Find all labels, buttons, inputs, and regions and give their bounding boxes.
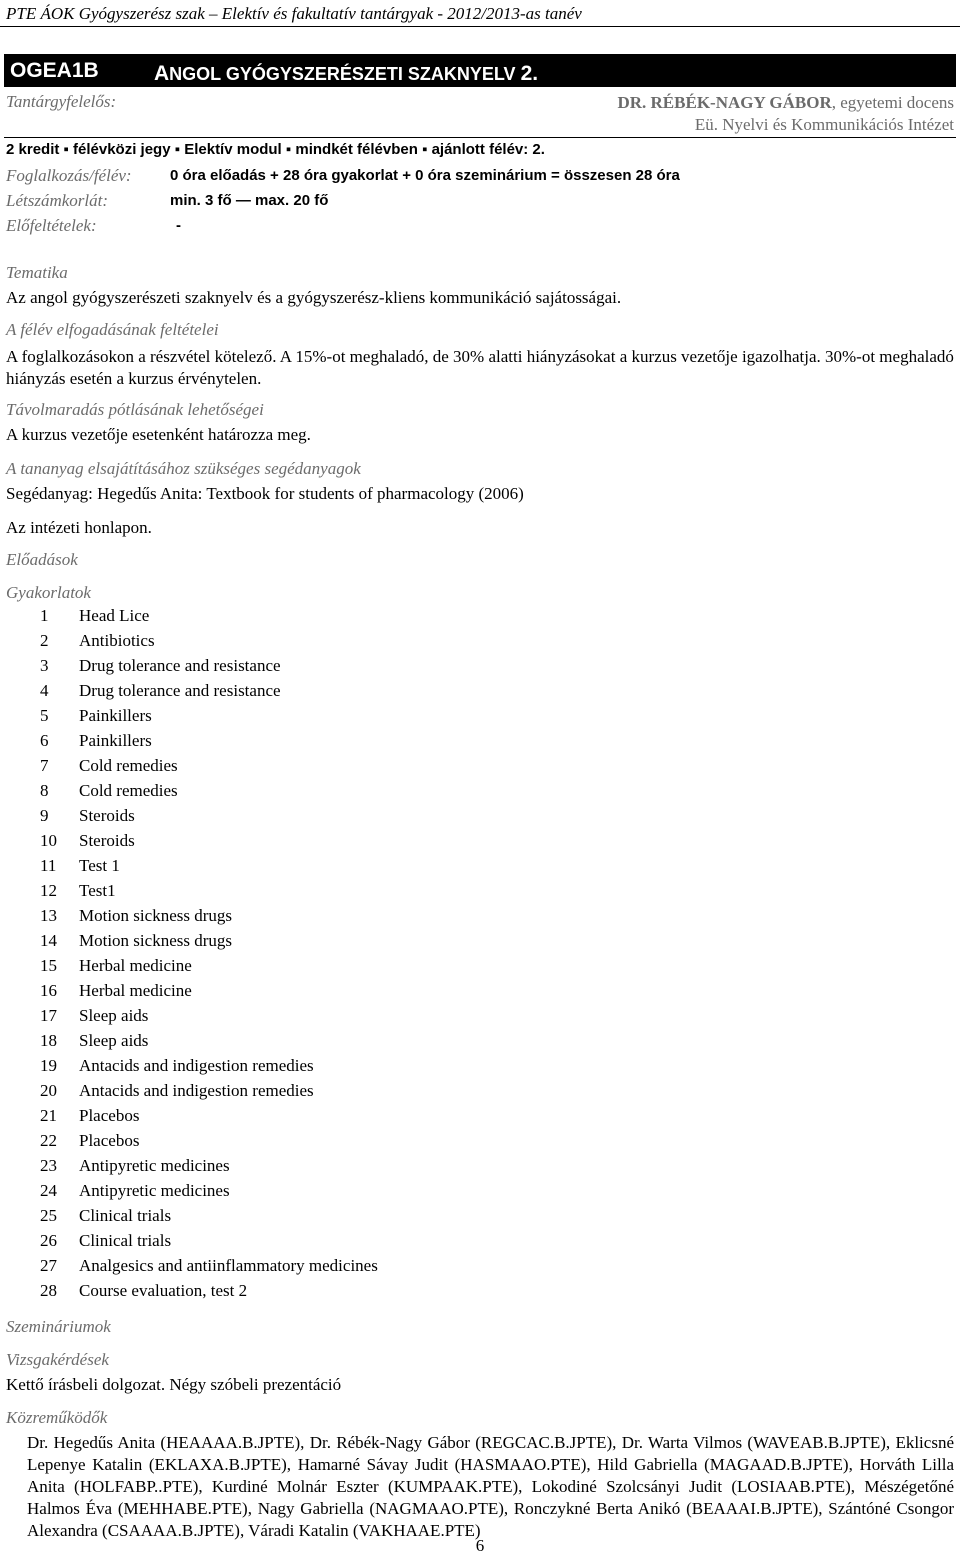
practice-number: 14 bbox=[40, 931, 57, 950]
practice-topic: Placebos bbox=[79, 1106, 140, 1125]
practice-topic: Antacids and indigestion remedies bbox=[79, 1081, 314, 1100]
teacher-title: DR. bbox=[617, 93, 647, 112]
practice-topic: Cold remedies bbox=[79, 781, 178, 800]
practice-number: 16 bbox=[40, 981, 57, 1000]
practice-topic: Sleep aids bbox=[79, 1031, 149, 1050]
responsible-label: Tantárgyfelelős: bbox=[6, 92, 117, 111]
institute-rule bbox=[4, 137, 956, 138]
practice-number: 5 bbox=[40, 706, 49, 725]
page-number: 6 bbox=[475, 1536, 485, 1555]
tematika-text: Az angol gyógyszerészeti szaknyelv és a gyógyszerész-kliens kommunikáció sajátosságai. bbox=[6, 288, 622, 307]
practice-topic: Painkillers bbox=[79, 706, 152, 725]
practice-number: 21 bbox=[40, 1106, 57, 1125]
practice-number: 3 bbox=[40, 656, 49, 675]
responsible-teacher bbox=[617, 93, 954, 113]
practice-number: 26 bbox=[40, 1231, 57, 1250]
practice-topic: Analgesics and antiinflammatory medicines bbox=[79, 1256, 378, 1275]
practice-topic: Course evaluation, test 2 bbox=[79, 1281, 248, 1300]
contributors-text: Dr. Hegedűs Anita (HEAAAA.B.JPTE), Dr. Rébék-Nagy Gábor (REGCAC.B.JPTE), Dr. Warta Vilmos (WAVEAB.B.JPTE), Eklicsné Lepenye Katalin (EKLAXA.B.JPTE), Hamarné Sávay Judit (HASMAAO.PTE), Hild Gabriella (MAGAAD.B.JPTE), Horváth Lilla Anita (HOLFABP..PTE), Kurdiné Molnár Eszter (KUMPAAK.PTE), Lokodiné Szolcsányi Judit (LOSIAAB.PTE), Mészégetőné Halmos Éva (MEHHABE.PTE), Nagy Gabriella (NAGMAAO.PTE), Ronczykné Berta Anikó (BEAAAI.B.JPTE), Szántóné Csongor Alexandra (CSAAAA.B.JPTE), Váradi Katalin (VAKHAAE.PTE) bbox=[27, 1433, 954, 1540]
practice-number: 8 bbox=[40, 781, 49, 800]
teacher-institute: Eü. Nyelvi és Kommunikációs Intézet bbox=[694, 115, 954, 134]
practice-number: 19 bbox=[40, 1056, 57, 1075]
practice-topic: Motion sickness drugs bbox=[79, 906, 232, 925]
teacher-name: RÉBÉK-NAGY GÁBOR bbox=[650, 93, 832, 112]
practice-number: 27 bbox=[40, 1256, 57, 1275]
absence-text: A kurzus vezetője esetenként határozza meg. bbox=[6, 425, 311, 444]
practice-topic: Painkillers bbox=[79, 731, 152, 750]
practice-topic: Steroids bbox=[79, 831, 135, 850]
course-title bbox=[154, 62, 538, 86]
practice-number: 9 bbox=[40, 806, 49, 825]
headcount-value: min. 3 fő — max. 20 fő bbox=[170, 192, 329, 209]
practice-number: 28 bbox=[40, 1281, 57, 1300]
header-rule bbox=[0, 26, 960, 27]
practice-topic: Drug tolerance and resistance bbox=[79, 656, 281, 675]
materials-text-2: Az intézeti honlapon. bbox=[6, 518, 152, 537]
hours-label: Foglalkozás/félév: bbox=[6, 166, 132, 185]
practice-topic: Clinical trials bbox=[79, 1231, 172, 1250]
conditions-heading: A félév elfogadásának feltételei bbox=[6, 320, 219, 339]
practice-topic: Steroids bbox=[79, 806, 135, 825]
practice-topic: Test1 bbox=[79, 881, 116, 900]
practice-topic: Antipyretic medicines bbox=[79, 1156, 230, 1175]
practice-number: 6 bbox=[40, 731, 49, 750]
course-title-rest: NGOL GYÓGYSZERÉSZETI SZAKNYELV bbox=[169, 64, 516, 84]
absence-heading: Távolmaradás pótlásának lehetőségei bbox=[6, 400, 264, 419]
teacher-position: , egyetemi docens bbox=[831, 93, 954, 112]
course-title-bar bbox=[4, 54, 956, 87]
practice-topic: Herbal medicine bbox=[79, 956, 192, 975]
seminars-heading: Szemináriumok bbox=[6, 1317, 111, 1336]
practice-topic: Cold remedies bbox=[79, 756, 178, 775]
practice-number: 23 bbox=[40, 1156, 57, 1175]
credits-line: 2 kredit ▪ félévközi jegy ▪ Elektív modul ▪ mindkét félévben ▪ ajánlott félév: 2. bbox=[6, 141, 545, 158]
practice-number: 2 bbox=[40, 631, 49, 650]
practice-number: 1 bbox=[40, 606, 49, 625]
practice-number: 11 bbox=[40, 856, 57, 875]
practice-topic: Herbal medicine bbox=[79, 981, 192, 1000]
practice-number: 22 bbox=[40, 1131, 57, 1150]
prerequisites-label: Előfeltételek: bbox=[6, 216, 97, 235]
course-code: OGEA1B bbox=[10, 59, 99, 82]
practice-topic: Antibiotics bbox=[79, 631, 155, 650]
practice-topic: Placebos bbox=[79, 1131, 140, 1150]
hours-value: 0 óra előadás + 28 óra gyakorlat + 0 óra szeminárium = összesen 28 óra bbox=[170, 167, 680, 184]
practice-number: 10 bbox=[40, 831, 57, 850]
practice-number: 25 bbox=[40, 1206, 57, 1225]
practice-number: 17 bbox=[40, 1006, 57, 1025]
practice-topic: Head Lice bbox=[79, 606, 150, 625]
practice-number: 13 bbox=[40, 906, 57, 925]
practice-number: 7 bbox=[40, 756, 49, 775]
practice-number: 4 bbox=[40, 681, 49, 700]
materials-heading: A tananyag elsajátításához szükséges segédanyagok bbox=[6, 459, 361, 478]
practice-topic: Sleep aids bbox=[79, 1006, 149, 1025]
lectures-heading: Előadások bbox=[6, 550, 78, 569]
course-title-number: 2. bbox=[520, 62, 539, 85]
practice-number: 15 bbox=[40, 956, 57, 975]
prerequisites-value: - bbox=[176, 217, 181, 234]
headcount-label: Létszámkorlát: bbox=[6, 191, 108, 210]
contributors-heading: Közreműködők bbox=[6, 1408, 108, 1427]
practice-number: 24 bbox=[40, 1181, 57, 1200]
practice-topic: Clinical trials bbox=[79, 1206, 172, 1225]
course-title-initial: A bbox=[154, 62, 170, 85]
practices-heading: Gyakorlatok bbox=[6, 583, 91, 602]
materials-text: Segédanyag: Hegedűs Anita: Textbook for students of pharmacology (2006) bbox=[6, 484, 524, 503]
conditions-text: A foglalkozásokon a részvétel kötelező. A 15%-ot meghaladó, de 30% alatti hiányzásokat a kurzus vezetője igazolhatja. 30%-ot meghaladó hiányzás esetén a kurzus érvénytelen. bbox=[6, 347, 954, 388]
running-header bbox=[0, 0, 960, 32]
practice-topic: Antipyretic medicines bbox=[79, 1181, 230, 1200]
practice-topic: Motion sickness drugs bbox=[79, 931, 232, 950]
practice-number: 18 bbox=[40, 1031, 57, 1050]
exam-text: Kettő írásbeli dolgozat. Négy szóbeli prezentáció bbox=[6, 1375, 342, 1394]
practice-number: 20 bbox=[40, 1081, 57, 1100]
practice-topic: Drug tolerance and resistance bbox=[79, 681, 281, 700]
tematika-heading: Tematika bbox=[6, 263, 68, 282]
practice-topic: Antacids and indigestion remedies bbox=[79, 1056, 314, 1075]
exam-heading: Vizsgakérdések bbox=[6, 1350, 109, 1369]
practice-topic: Test 1 bbox=[79, 856, 120, 875]
running-title: PTE ÁOK Gyógyszerész szak – Elektív és fakultatív tantárgyak - 2012/2013-as tanév bbox=[6, 4, 582, 23]
practice-number: 12 bbox=[40, 881, 57, 900]
